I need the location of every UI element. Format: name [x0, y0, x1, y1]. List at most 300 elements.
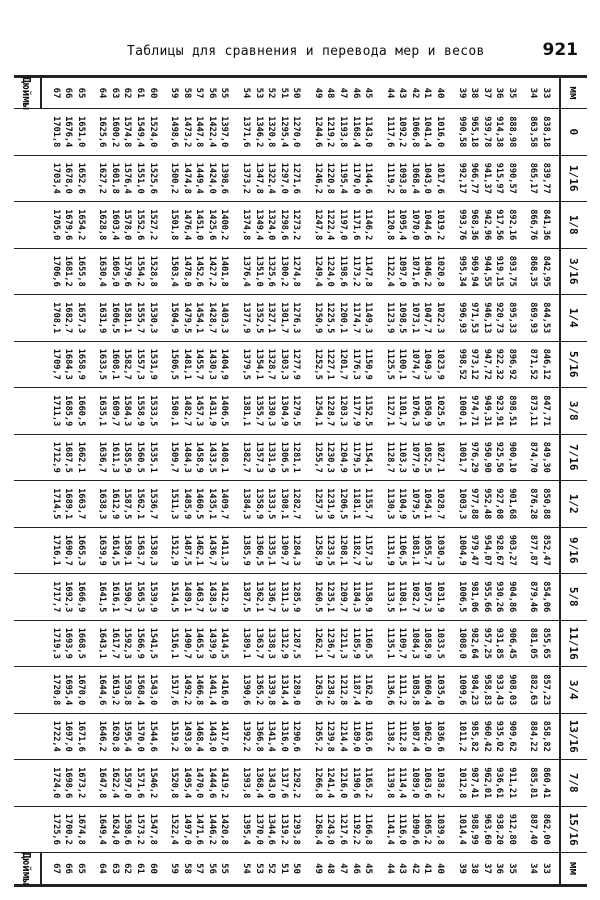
table-cell: 982,64 [469, 627, 480, 659]
row-group [168, 807, 231, 853]
table-cell: 1416,0 [219, 674, 230, 706]
row-group [239, 667, 302, 713]
table-cell: 863,58 [528, 116, 539, 148]
table-cell: 1097,0 [397, 255, 408, 287]
table-cell: 1206,5 [338, 488, 349, 520]
table-cell: 1590,7 [122, 581, 133, 613]
table-cell: 866,76 [528, 209, 539, 241]
table-cell: 1149,3 [363, 302, 374, 334]
table-cell: 59 [169, 863, 180, 874]
table-cell: 1436,7 [206, 534, 217, 566]
table-cell: 1146,2 [363, 209, 374, 241]
row-group [311, 109, 374, 155]
row-group [455, 714, 518, 760]
row-group [455, 760, 518, 806]
table-cell: 854,06 [541, 581, 551, 613]
table-cell: 41 [422, 87, 433, 99]
table-cell: 973,12 [469, 348, 480, 380]
table-cell: 1233,5 [325, 534, 336, 566]
table-cell: 1446,2 [206, 813, 217, 845]
table-cell: 1152,5 [363, 395, 374, 427]
table-cell: 1476,4 [181, 209, 192, 241]
row-group [96, 574, 159, 620]
table-cell: 1314,4 [278, 674, 289, 706]
row-group [96, 714, 159, 760]
table-cell: 862,00 [541, 813, 551, 845]
table-cell: 1246,2 [312, 162, 323, 194]
table-cell: 1406,5 [219, 395, 230, 427]
table-cell: 1722,4 [50, 720, 61, 752]
table-cell: 47 [338, 87, 349, 99]
table-cell: 1050,9 [422, 395, 433, 427]
table-cell: 1425,6 [206, 209, 217, 241]
table-cell: 1039,8 [435, 813, 445, 845]
table-cell: 1662,1 [75, 441, 86, 473]
table-cell: 1568,4 [135, 674, 146, 706]
row-group [455, 388, 518, 434]
table-cell: 45 [363, 87, 374, 99]
table-cell: 842,95 [541, 255, 551, 287]
table-cell: 52 [266, 87, 277, 99]
table-cell: 1057,3 [422, 581, 433, 613]
table-cell: 963,60 [481, 813, 492, 845]
table-cell: 1217,6 [338, 813, 349, 845]
table-cell: 920,73 [494, 302, 505, 334]
table-cell: 1452,6 [194, 255, 205, 287]
row-group [168, 760, 231, 806]
table-cell: 55 [219, 87, 230, 99]
table-cell: 1112,8 [397, 720, 408, 752]
table-cell: 1709,7 [50, 348, 61, 380]
row-group [239, 528, 302, 574]
table-cell: 1490,7 [181, 627, 192, 659]
table-cell: 1508,1 [169, 395, 180, 427]
table-cell: 1585,9 [122, 441, 133, 473]
table-cell: 1120,8 [384, 209, 395, 241]
table-cell: 1262,1 [312, 627, 323, 659]
row-group [168, 249, 231, 295]
page-number: 921 [542, 40, 578, 60]
fraction-column [14, 109, 587, 156]
table-cell: 906,45 [506, 627, 517, 659]
table-cell: 1404,9 [219, 348, 230, 380]
table-cell: 1182,7 [350, 534, 361, 566]
table-cell: 1377,9 [241, 302, 252, 334]
table-cell: 1195,4 [338, 162, 349, 194]
table-cell: 1651,0 [75, 116, 86, 148]
row-group [455, 667, 518, 713]
row-group [527, 760, 552, 806]
table-cell: 1462,1 [194, 534, 205, 566]
table-cell: 1514,5 [169, 581, 180, 613]
table-cell: 838,18 [541, 116, 551, 148]
table-cell: 927,08 [494, 488, 505, 520]
table-cell: 1073,1 [409, 302, 420, 334]
table-cell: 1631,9 [97, 302, 108, 334]
row-group [96, 481, 159, 527]
table-cell: 37 [481, 87, 492, 99]
column-footer: Дюймы [14, 78, 42, 108]
table-cell: 1579,6 [122, 255, 133, 287]
table-cell: 1279,5 [291, 395, 302, 427]
fraction-column [14, 342, 587, 389]
table-cell: 57 [194, 87, 205, 99]
table-cell: 1705,0 [50, 209, 61, 241]
table-cell: 1573,2 [135, 813, 146, 845]
row-group [239, 853, 302, 884]
table-cell: 1614,5 [109, 534, 120, 566]
table-cell: 1457,3 [194, 395, 205, 427]
table-cell: 1339,8 [266, 674, 277, 706]
row-group [168, 481, 231, 527]
table-cell: 54 [241, 87, 252, 99]
table-cell: 1692,3 [63, 581, 74, 613]
table-cell: 1535,1 [147, 441, 158, 473]
table-cell: 59 [169, 87, 180, 99]
table-cell: 47 [338, 863, 349, 874]
table-cell: 1609,7 [109, 395, 120, 427]
table-cell: 1285,9 [291, 581, 302, 613]
table-cell: 1449,4 [194, 162, 205, 194]
table-cell: 57 [194, 863, 205, 874]
column-header: 1/2 [559, 481, 587, 527]
table-cell: 46 [350, 87, 361, 99]
table-cell: 1065,2 [422, 813, 433, 845]
table-cell: 1673,2 [75, 767, 86, 799]
table-cell: 1289,0 [291, 674, 302, 706]
table-cell: 977,88 [469, 488, 480, 520]
row-group [455, 574, 518, 620]
table-cell: 1093,8 [397, 162, 408, 194]
table-cell: 1539,9 [147, 581, 158, 613]
table-cell: 42 [409, 87, 420, 99]
table-cell: 61 [135, 87, 146, 99]
table-cell: 1593,8 [122, 674, 133, 706]
table-cell: 50 [291, 87, 302, 99]
table-cell: 955,66 [481, 581, 492, 613]
row-group [49, 78, 87, 108]
table-cell: 1724,0 [50, 767, 61, 799]
row-group [49, 388, 87, 434]
fraction-column [14, 249, 587, 296]
table-cell: 1376,4 [241, 255, 252, 287]
table-cell: 38 [469, 87, 480, 99]
table-cell: 857,23 [541, 674, 551, 706]
table-cell: 1679,6 [63, 209, 74, 241]
row-group [168, 621, 231, 667]
table-cell: 1479,5 [181, 302, 192, 334]
table-cell: 1025,5 [435, 395, 445, 427]
table-cell: 1095,4 [397, 209, 408, 241]
table-cell: 1481,1 [181, 348, 192, 380]
table-cell: 1319,2 [278, 813, 289, 845]
table-cell: 1092,2 [397, 116, 408, 148]
table-cell: 1414,5 [219, 627, 230, 659]
table-cell: 1012,8 [456, 767, 467, 799]
table-cell: 1136,6 [384, 674, 395, 706]
row-group [96, 388, 159, 434]
table-cell: 965,18 [469, 116, 480, 148]
table-cell: 1008,0 [456, 627, 467, 659]
table-cell: 1184,3 [350, 581, 361, 613]
table-cell: 1001,7 [456, 441, 467, 473]
table-cell: 1198,6 [338, 255, 349, 287]
table-cell: 1017,6 [435, 162, 445, 194]
row-group [96, 621, 159, 667]
table-cell: 1563,7 [135, 534, 146, 566]
table-cell: 1658,9 [75, 348, 86, 380]
row-group [239, 807, 302, 853]
row-group [49, 853, 87, 884]
table-cell: 868,35 [528, 255, 539, 287]
row-group [311, 714, 374, 760]
table-cell: 885,81 [528, 767, 539, 799]
table-cell: 1139,8 [384, 767, 395, 799]
table-cell: 1671,6 [75, 720, 86, 752]
table-cell: 1489,1 [181, 581, 192, 613]
table-cell: 1277,9 [291, 348, 302, 380]
row-group [311, 574, 374, 620]
table-cell: 1043,0 [422, 162, 433, 194]
row-group [311, 342, 374, 388]
table-cell: 58 [181, 863, 192, 874]
column-header: 1/4 [559, 295, 587, 341]
table-cell: 1328,7 [266, 348, 277, 380]
table-cell: 877,87 [528, 534, 539, 566]
row-group [168, 388, 231, 434]
table-cell: 1655,8 [75, 255, 86, 287]
table-cell: 1498,6 [169, 116, 180, 148]
row-group [96, 78, 159, 108]
table-cell: 925,50 [494, 441, 505, 473]
table-cell: 873,11 [528, 395, 539, 427]
table-cell: 1528,8 [147, 255, 158, 287]
table-cell: 1144,6 [363, 162, 374, 194]
table-cell: 1697,0 [63, 720, 74, 752]
table-cell: 1257,3 [312, 488, 323, 520]
table-cell: 850,88 [541, 488, 551, 520]
table-cell: 855,65 [541, 627, 551, 659]
table-cell: 46 [350, 863, 361, 874]
table-cell: 1458,9 [194, 441, 205, 473]
row-group [527, 574, 552, 620]
table-cell: 1725,6 [50, 813, 61, 845]
table-cell: 928,67 [494, 534, 505, 566]
fraction-column [14, 528, 587, 575]
table-cell: 50 [291, 863, 302, 874]
row-group [239, 574, 302, 620]
row-group [311, 528, 374, 574]
row-group [168, 528, 231, 574]
table-cell: 1647,8 [97, 767, 108, 799]
row-group [455, 342, 518, 388]
table-cell: 1084,3 [409, 627, 420, 659]
table-cell: 1531,9 [147, 348, 158, 380]
table-cell: 1392,2 [241, 720, 252, 752]
row-group [239, 342, 302, 388]
table-cell: 40 [435, 87, 445, 99]
table-cell: 1409,7 [219, 488, 230, 520]
column-header: 3/8 [559, 388, 587, 434]
row-group [311, 481, 374, 527]
table-cell: 1554,2 [135, 255, 146, 287]
table-cell: 1171,6 [350, 209, 361, 241]
table-cell: 874,70 [528, 441, 539, 473]
table-cell: 1649,4 [97, 813, 108, 845]
table-cell: 1497,0 [181, 813, 192, 845]
table-cell: 1103,3 [397, 441, 408, 473]
table-cell: 839,77 [541, 162, 551, 194]
table-cell: 1301,7 [278, 302, 289, 334]
table-cell: 1417,6 [219, 720, 230, 752]
table-cell: 1511,3 [169, 488, 180, 520]
table-cell: 1565,3 [135, 581, 146, 613]
table-cell: 1478,0 [181, 255, 192, 287]
table-cell: 1187,4 [350, 674, 361, 706]
fraction-column [14, 202, 587, 249]
table-cell: 987,41 [469, 767, 480, 799]
row-group [239, 388, 302, 434]
table-cell: 1576,4 [122, 162, 133, 194]
row-group [455, 481, 518, 527]
table-cell: 962,01 [481, 767, 492, 799]
table-cell: 1027,1 [435, 441, 445, 473]
table-cell: 1238,2 [325, 674, 336, 706]
table-cell: 1038,2 [435, 767, 445, 799]
table-cell: 1123,9 [384, 302, 395, 334]
table-cell: 1058,9 [422, 627, 433, 659]
table-cell: 1155,7 [363, 488, 374, 520]
table-cell: 1208,1 [338, 534, 349, 566]
table-cell: 1190,6 [350, 767, 361, 799]
table-cell: 995,34 [456, 255, 467, 287]
table-cell: 1487,5 [181, 534, 192, 566]
table-cell: 1014,4 [456, 813, 467, 845]
row-group [527, 667, 552, 713]
table-cell: 1358,9 [253, 488, 264, 520]
table-cell: 1606,5 [109, 302, 120, 334]
fraction-column [14, 760, 587, 807]
table-cell: 1192,2 [350, 813, 361, 845]
table-cell: 1571,6 [135, 767, 146, 799]
row-group [49, 435, 87, 481]
table-cell: 1408,1 [219, 441, 230, 473]
row-group [527, 853, 552, 884]
table-cell: 1098,5 [397, 302, 408, 334]
column-header: 13/16 [559, 714, 587, 760]
table-cell: 1381,1 [241, 395, 252, 427]
table-cell: 1303,3 [278, 348, 289, 380]
table-cell: 881,05 [528, 627, 539, 659]
table-cell: 1470,0 [194, 767, 205, 799]
table-cell: 996,93 [456, 302, 467, 334]
row-group [168, 295, 231, 341]
table-cell: 1349,4 [253, 209, 264, 241]
table-cell: 1670,0 [75, 674, 86, 706]
table-cell: 1398,6 [219, 162, 230, 194]
table-cell: 1041,4 [422, 116, 433, 148]
table-cell: 1114,4 [397, 767, 408, 799]
row-group [49, 481, 87, 527]
table-cell: 1158,9 [363, 581, 374, 613]
table-cell: 1643,1 [97, 627, 108, 659]
table-cell: 1119,2 [384, 162, 395, 194]
row-group [527, 202, 552, 248]
table-cell: 1562,1 [135, 488, 146, 520]
table-cell: 1527,2 [147, 209, 158, 241]
table-cell: 882,63 [528, 674, 539, 706]
table-cell: 1263,6 [312, 674, 323, 706]
table-cell: 946,13 [481, 302, 492, 334]
row-group [239, 295, 302, 341]
table-cell: 1693,9 [63, 627, 74, 659]
table-cell: 1589,1 [122, 534, 133, 566]
table-cell: 1316,0 [278, 720, 289, 752]
table-cell: 1541,5 [147, 627, 158, 659]
column-header: 1/16 [559, 156, 587, 202]
row-group [455, 202, 518, 248]
table-cell: 1641,5 [97, 581, 108, 613]
table-cell: 1317,6 [278, 767, 289, 799]
table-cell: 844,53 [541, 302, 551, 334]
table-cell: 1023,9 [435, 348, 445, 380]
table-cell: 56 [206, 863, 217, 874]
table-cell: 898,51 [506, 395, 517, 427]
fraction-column [14, 574, 587, 621]
table-cell: 1052,5 [422, 441, 433, 473]
table-cell: 1054,1 [422, 488, 433, 520]
table-cell: 1357,3 [253, 441, 264, 473]
table-cell: 1595,4 [122, 720, 133, 752]
table-cell: 1157,3 [363, 534, 374, 566]
table-cell: 1395,4 [241, 813, 252, 845]
table-cell: 48 [325, 863, 336, 874]
table-cell: 1605,0 [109, 255, 120, 287]
table-cell: 1298,6 [278, 209, 289, 241]
table-cell: 1341,4 [266, 720, 277, 752]
table-cell: 35 [506, 863, 517, 874]
table-cell: 1351,0 [253, 255, 264, 287]
row-group [455, 78, 518, 108]
table-cell: 971,53 [469, 302, 480, 334]
table-cell: 1443,0 [206, 720, 217, 752]
table-cell: 1106,5 [397, 534, 408, 566]
table-cell: 1720,8 [50, 674, 61, 706]
table-cell: 1370,0 [253, 813, 264, 845]
table-cell: 1644,6 [97, 674, 108, 706]
table-cell: 35 [506, 87, 517, 99]
table-cell: 1274,8 [291, 255, 302, 287]
table-cell: 33 [541, 87, 551, 99]
table-cell: 1193,8 [338, 116, 349, 148]
table-cell: 1154,1 [363, 441, 374, 473]
row-group [49, 621, 87, 667]
table-cell: 1627,2 [97, 162, 108, 194]
table-cell: 1003,3 [456, 488, 467, 520]
table-cell: 1089,0 [409, 767, 420, 799]
table-cell: 1035,0 [435, 674, 445, 706]
table-cell: 1379,5 [241, 348, 252, 380]
table-cell: 1079,5 [409, 488, 420, 520]
fraction-column [14, 156, 587, 203]
table-cell: 58 [181, 87, 192, 99]
table-cell: 1524,0 [147, 116, 158, 148]
table-cell: 1397,0 [219, 116, 230, 148]
table-cell: 1471,6 [194, 813, 205, 845]
table-cell: 1544,6 [147, 720, 158, 752]
table-cell: 1330,3 [266, 395, 277, 427]
inches-to-mm-table [14, 75, 587, 887]
